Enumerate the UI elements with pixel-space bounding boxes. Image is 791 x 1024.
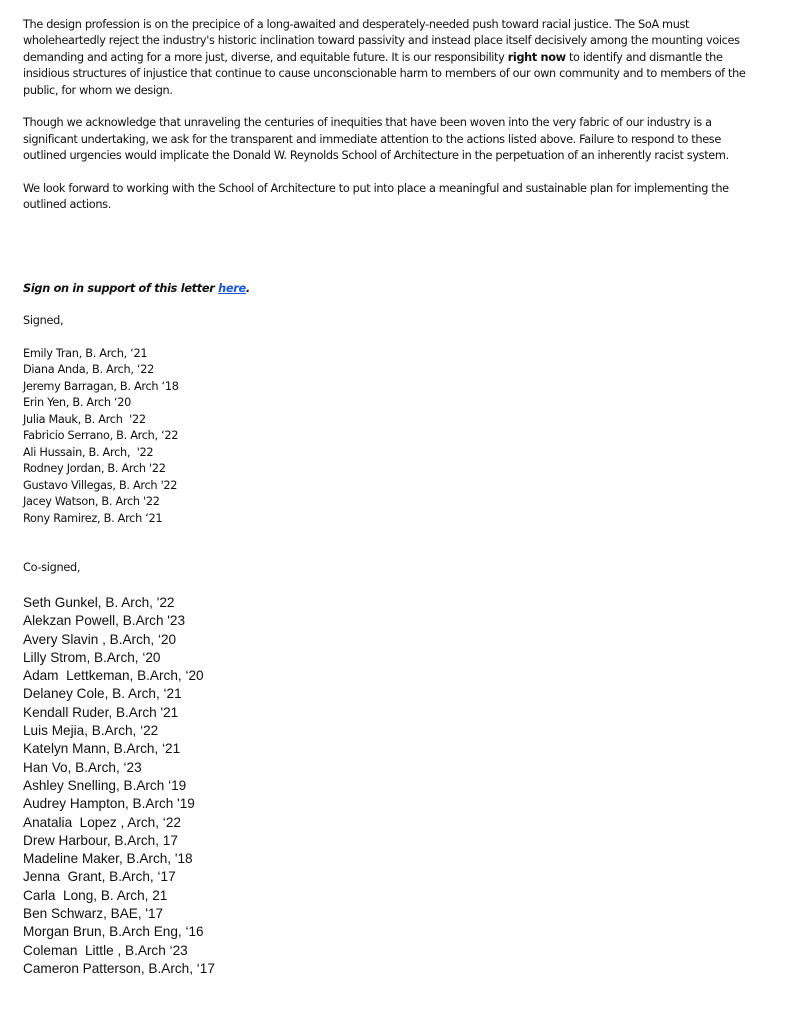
- cosigner: Audrey Hampton, B.Arch '19: [23, 796, 195, 812]
- cosigner: Coleman Little , B.Arch ‘23: [23, 942, 188, 958]
- cosigner: Alekzan Powell, B.Arch '23: [23, 613, 186, 629]
- cosigner: Han Vo, B.Arch, ‘23: [23, 759, 142, 775]
- paragraph-3: We look forward to working with the School of Architecture to put into place a meaningful and sustainable plan for implementing the outlined actions.: [23, 182, 729, 212]
- paragraph-1: [23, 17, 763, 99]
- signer: Gustavo Villegas, B. Arch '22: [23, 478, 178, 492]
- paragraph-1-emphasis: right now: [507, 50, 566, 64]
- cosigner: Morgan Brun, B.Arch Eng, ‘16: [23, 924, 204, 940]
- cosigner: Jenna Grant, B.Arch, ‘17: [23, 869, 176, 885]
- cosigner: Delaney Cole, B. Arch, ‘21: [23, 686, 182, 702]
- signed-label: Signed,: [23, 314, 64, 327]
- signer: Erin Yen, B. Arch ‘20: [23, 396, 132, 410]
- sign-on-link[interactable]: here: [218, 282, 246, 295]
- cosigner: Kendall Ruder, B.Arch '21: [23, 704, 179, 720]
- cosigned-label: Co-signed,: [23, 561, 81, 574]
- paragraph-1-text: The design profession is on the precipice of a long-awaited and desperately-needed push toward racial justice. The SoA must wholeheartedly reject the industry's historic inclination toward passivity and instead place itself decisively among the mounting voices demanding and acting for a more just, diverse, and equitable future. It is our responsibility: [23, 18, 740, 64]
- paragraph-1-text-end: to identify and dismantle the insidious structures of injustice that continue to cause unconscionable harm to members of our own community and to members of the public, for whom we design.: [23, 50, 746, 97]
- cosigner: Seth Gunkel, B. Arch, '22: [23, 595, 175, 610]
- cosigner: Luis Mejia, B.Arch, ‘22: [23, 723, 159, 739]
- letter-body: [23, 17, 763, 214]
- signer: Rodney Jordan, B. Arch '22: [23, 462, 166, 476]
- cosigner: Ashley Snelling, B.Arch ‘19: [23, 777, 187, 793]
- cosigner: Anatalia Lopez , Arch, ‘22: [23, 814, 181, 830]
- cosigner: Lilly Strom, B.Arch, ‘20: [23, 649, 161, 665]
- cosigner: Cameron Patterson, B.Arch, ‘17: [23, 960, 215, 976]
- cosigner: Adam Lettkeman, B.Arch, ‘20: [23, 668, 204, 684]
- paragraph-2: Though we acknowledge that unraveling the centuries of inequities that have been woven into the very fabric of our industry is a significant undertaking, we ask for the transparent and immediate attention to the actions listed above. Failure to respond to these outlined urgencies would implicate the Donald W. Reynolds School of Architecture in the perpetuation of an inherently racist system.: [23, 116, 729, 163]
- sign-on-text: Sign on in support of this letter: [23, 282, 219, 295]
- cosigner: Carla Long, B. Arch, 21: [23, 887, 168, 903]
- signer: Emily Tran, B. Arch, ‘21: [23, 347, 148, 360]
- cosigner: Avery Slavin , B.Arch, ‘20: [23, 631, 177, 647]
- cosigner: Madeline Maker, B.Arch, '18: [23, 851, 193, 867]
- cosigner: Ben Schwarz, BAE, '17: [23, 906, 164, 922]
- signer: Ali Hussain, B. Arch, '22: [23, 445, 154, 459]
- sign-on-period: .: [245, 282, 250, 295]
- signed-list: [23, 346, 179, 527]
- signer: Jeremy Barragan, B. Arch ‘18: [23, 379, 179, 393]
- signer: Jacey Watson, B. Arch '22: [23, 495, 160, 509]
- cosigned-list: [23, 594, 215, 978]
- cosigner: Katelyn Mann, B.Arch, ‘21: [23, 741, 181, 757]
- cosigner: Drew Harbour, B.Arch, 17: [23, 832, 178, 848]
- signer: Julia Mauk, B. Arch '22: [23, 412, 146, 426]
- sign-on-line: [23, 281, 250, 297]
- signer: Fabricio Serrano, B. Arch, ‘22: [23, 429, 179, 443]
- signer: Diana Anda, B. Arch, ‘22: [23, 363, 154, 377]
- signer: Rony Ramirez, B. Arch ‘21: [23, 511, 163, 525]
